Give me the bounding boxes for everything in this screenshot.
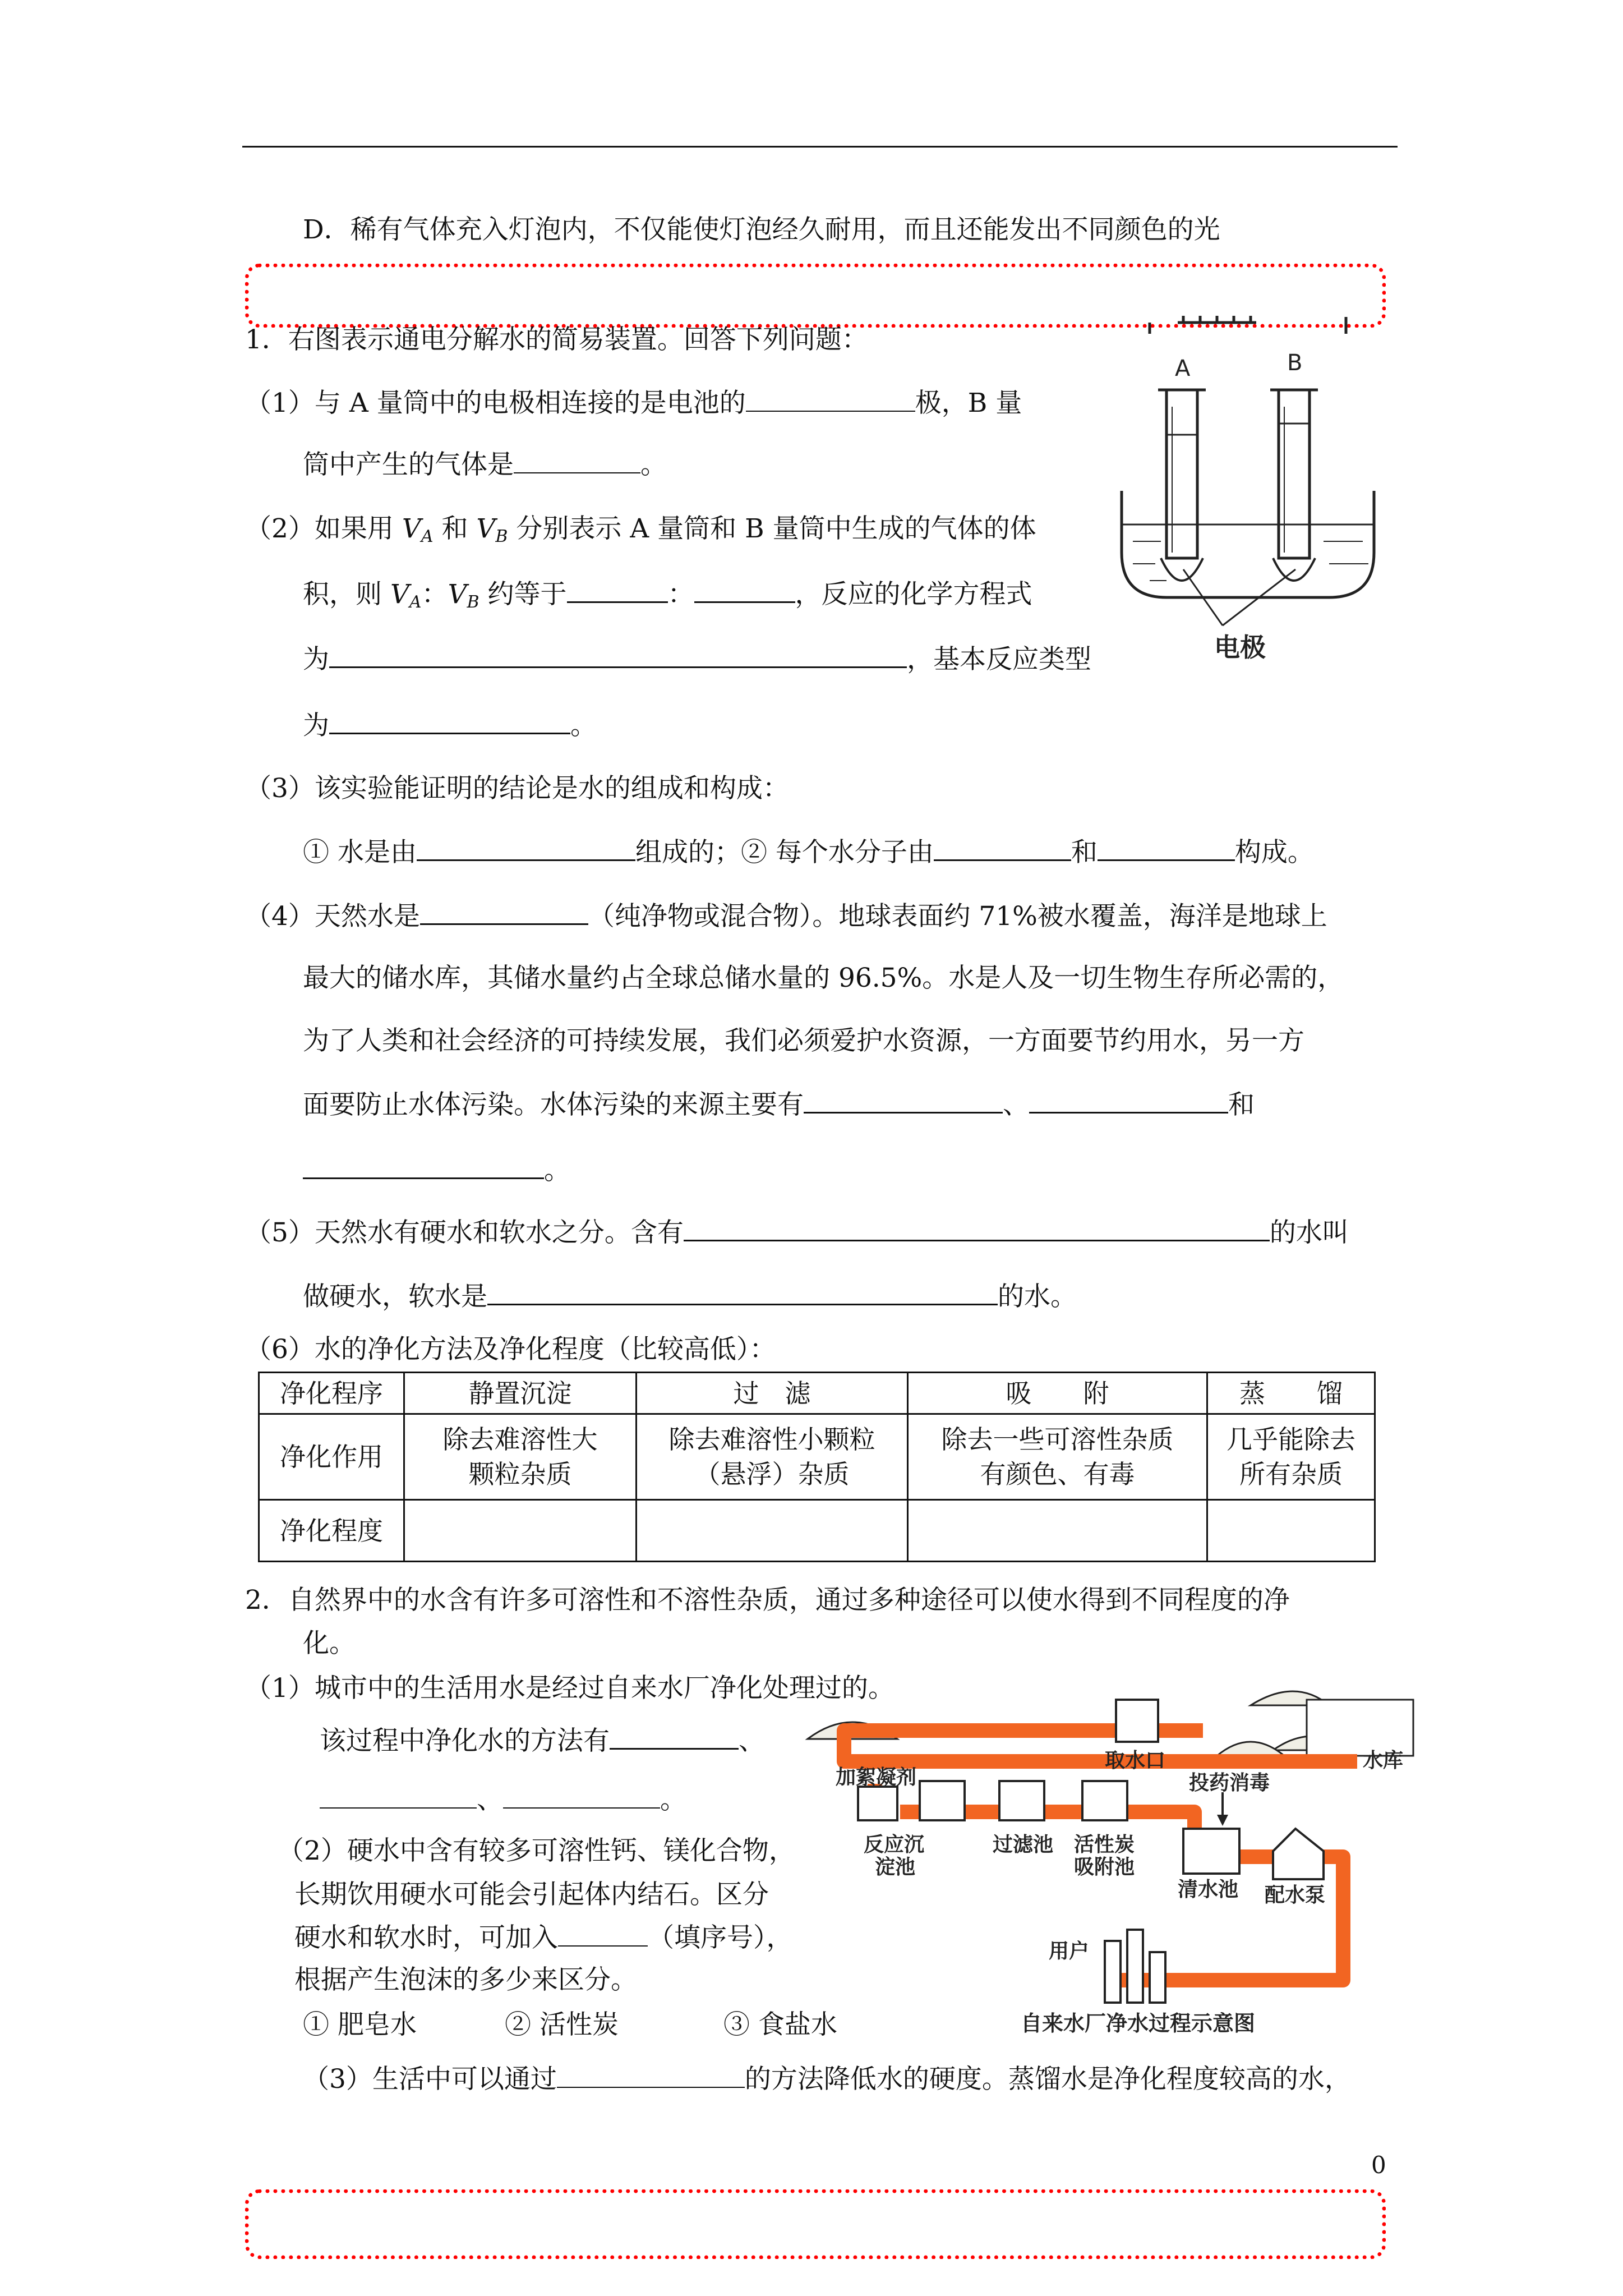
table-header: 蒸 馏 bbox=[1207, 1373, 1375, 1414]
answer-cell-degree-2[interactable] bbox=[637, 1500, 908, 1562]
answer-blank-indicator[interactable] bbox=[558, 1921, 648, 1947]
table-row-effect bbox=[259, 1414, 1375, 1500]
q1-part3-line2: ① 水是由 组成的；② 每个水分子由 和 构成。 bbox=[303, 835, 1314, 869]
intake-label: 取水口 bbox=[1105, 1749, 1166, 1772]
table-row-degree bbox=[259, 1500, 1375, 1562]
q1-part4-line1: （4）天然水是 （纯净物或混合物）。地球表面约 71%被水覆盖，海洋是地球上 bbox=[245, 899, 1327, 933]
table-header: 净化程序 bbox=[259, 1373, 404, 1414]
table-header: 吸 附 bbox=[908, 1373, 1207, 1414]
answer-blank-molecule-1[interactable] bbox=[934, 835, 1071, 861]
row-label-effect: 净化作用 bbox=[259, 1414, 404, 1500]
answer-blank-molecule-2[interactable] bbox=[1098, 835, 1235, 861]
answer-blank-pollution-2[interactable] bbox=[1029, 1087, 1228, 1114]
q1-part2-line2: 积，则 $V_A$：$V_B$ 约等于 ： ，反应的化学方程式 bbox=[303, 577, 1032, 619]
answer-blank-equation[interactable] bbox=[329, 642, 907, 668]
tube-b-label: B bbox=[1287, 350, 1303, 376]
answer-blank-method-3[interactable] bbox=[503, 1783, 660, 1809]
carbon-tank-label-1: 活性炭 bbox=[1074, 1833, 1135, 1856]
table-cell: 除去一些可溶性杂质 有颜色、有毒 bbox=[908, 1414, 1207, 1500]
q1-part1-text-c: 筒中产生的气体是 bbox=[303, 449, 514, 480]
answer-cell-degree-4[interactable] bbox=[1207, 1500, 1375, 1562]
q1-part2-line4: 为 。 bbox=[303, 708, 597, 743]
plant-caption: 自来水厂净水过程示意图 bbox=[1021, 2011, 1256, 2036]
header-rule bbox=[242, 146, 1398, 148]
q1-part1-line1 bbox=[245, 386, 1022, 420]
q2-part1-line1: （1）城市中的生活用水是经过自来水厂净化处理过的。 bbox=[245, 1673, 895, 1704]
pump-label: 配水泵 bbox=[1265, 1884, 1326, 1907]
table-cell: 除去难溶性小颗粒 （悬浮）杂质 bbox=[637, 1414, 908, 1500]
page-number: 0 bbox=[1371, 2151, 1386, 2179]
q1-part4-line2: 最大的储水库，其储水量约占全球总储水量的 96.5%。水是人及一切生物生存所必需的， bbox=[303, 963, 1344, 993]
q2-option-3: ③ 食盐水 bbox=[723, 2009, 837, 2040]
electrode-label: 电极 bbox=[1214, 632, 1266, 662]
q2-part1-line3: 、 。 bbox=[320, 1783, 686, 1817]
user-label: 用户 bbox=[1049, 1940, 1090, 1963]
q2-part2-line2: 长期饮用硬水可能会引起体内结石。区分 bbox=[294, 1879, 769, 1910]
q1-part1-text-a: （1）与 A 量筒中的电极相连接的是电池的 bbox=[245, 388, 746, 418]
table-cell: 几乎能除去 所有杂质 bbox=[1207, 1414, 1375, 1500]
answer-blank-soft-water[interactable] bbox=[487, 1279, 998, 1305]
table-header: 过 滤 bbox=[637, 1373, 908, 1414]
q1-part1-end: 。 bbox=[640, 449, 667, 480]
var-va-2: $V_A$ bbox=[390, 579, 422, 612]
tube-a-label: A bbox=[1175, 356, 1191, 381]
answer-blank-pollution-1[interactable] bbox=[804, 1087, 1003, 1114]
settling-tank-label-1: 反应沉 bbox=[864, 1833, 925, 1856]
q2-part2-line3: 硬水和软水时，可加入 （填序号）， bbox=[294, 1921, 793, 1955]
q1-part6-title: （6）水的净化方法及净化程度（比较高低）： bbox=[245, 1334, 776, 1365]
table-header-row bbox=[259, 1373, 1375, 1414]
option-d-text: D．稀有气体充入灯泡内，不仅能使灯泡经久耐用，而且还能发出不同颜色的光 bbox=[303, 214, 1220, 245]
var-vb-2: $V_B$ bbox=[448, 579, 479, 612]
filter-tank-label: 过滤池 bbox=[993, 1833, 1054, 1856]
answer-blank-method-1[interactable] bbox=[610, 1723, 739, 1750]
q1-part2-text-a: （2）如果用 bbox=[245, 513, 394, 544]
q2-option-1: ① 肥皂水 bbox=[303, 2009, 417, 2040]
answer-blank-ratio-b[interactable] bbox=[694, 577, 795, 603]
q1-part2-text-b: 和 bbox=[441, 513, 468, 544]
answer-blank-natural-water[interactable] bbox=[420, 899, 588, 925]
q2-part2-line1: （2）硬水中含有较多可溶性钙、镁化合物， bbox=[278, 1835, 795, 1866]
settling-tank-label-2: 淀池 bbox=[875, 1856, 916, 1879]
q1-part2-text-e: 约等于 bbox=[487, 579, 567, 610]
answer-blank-electrode[interactable] bbox=[746, 386, 915, 412]
clear-tank-label: 清水池 bbox=[1178, 1878, 1239, 1901]
answer-blank-ratio-a[interactable] bbox=[567, 577, 668, 603]
disinfect-label: 投药消毒 bbox=[1189, 1772, 1270, 1795]
water-plant-figure bbox=[791, 1666, 1430, 2059]
q2-part1-line2: 该过程中净化水的方法有 、 bbox=[320, 1723, 765, 1758]
q1-part4-line3: 为了人类和社会经济的可持续发展，我们必须爱护水资源，一方面要节约用水，另一方 bbox=[303, 1025, 1304, 1056]
electrolysis-apparatus-figure bbox=[1116, 311, 1380, 676]
answer-blank-hard-water[interactable] bbox=[684, 1215, 1270, 1241]
row-label-degree: 净化程度 bbox=[259, 1500, 404, 1562]
q1-part1-line2 bbox=[303, 448, 667, 482]
q1-part4-line4: 面要防止水体污染。水体污染的来源主要有 、 和 bbox=[303, 1087, 1255, 1122]
answer-cell-degree-3[interactable] bbox=[908, 1500, 1207, 1562]
reservoir-label: 水库 bbox=[1363, 1749, 1404, 1772]
q2-part2-line4: 根据产生泡沫的多少来区分。 bbox=[294, 1964, 637, 1995]
q1-stem: 1．右图表示通电分解水的简易装置。回答下列问题： bbox=[245, 324, 868, 355]
q1-part5-line2: 做硬水，软水是 的水。 bbox=[303, 1279, 1077, 1314]
answer-blank-method-2[interactable] bbox=[320, 1783, 477, 1809]
q1-part4-line5: 。 bbox=[303, 1153, 570, 1188]
q2-option-2: ② 活性炭 bbox=[505, 2009, 619, 2040]
answer-cell-degree-1[interactable] bbox=[404, 1500, 637, 1562]
answer-blank-pollution-3[interactable] bbox=[303, 1153, 544, 1179]
carbon-tank-label-2: 吸附池 bbox=[1074, 1856, 1135, 1879]
table-header: 静置沉淀 bbox=[404, 1373, 637, 1414]
q1-part1-text-b: 极，B 量 bbox=[915, 388, 1022, 418]
answer-blank-softening[interactable] bbox=[557, 2062, 745, 2088]
q1-part3-line1: （3）该实验能证明的结论是水的组成和构成： bbox=[245, 773, 789, 804]
q2-stem-line2: 化。 bbox=[303, 1628, 356, 1659]
var-va: $V_A$ bbox=[402, 513, 434, 546]
q2-part3-line1: （3）生活中可以通过 的方法降低水的硬度。蒸馏水是净化程度较高的水， bbox=[303, 2062, 1351, 2096]
var-vb: $V_B$ bbox=[476, 513, 508, 546]
answer-blank-reaction-type[interactable] bbox=[329, 708, 570, 734]
answer-blank-composition[interactable] bbox=[417, 835, 635, 861]
q1-part2-text-c: 分别表示 A 量筒和 B 量筒中生成的气体的体 bbox=[516, 513, 1036, 544]
q2-stem-line1: 2．自然界中的水含有许多可溶性和不溶性杂质，通过多种途径可以使水得到不同程度的净 bbox=[245, 1585, 1290, 1616]
coagulant-label: 加絮凝剂 bbox=[836, 1766, 917, 1789]
annotation-box-bottom bbox=[245, 2189, 1386, 2259]
purification-table bbox=[258, 1372, 1376, 1562]
q1-part2-text-f: ，反应的化学方程式 bbox=[795, 579, 1032, 610]
table-cell: 除去难溶性大 颗粒杂质 bbox=[404, 1414, 637, 1500]
answer-blank-gas-b[interactable] bbox=[514, 448, 640, 473]
q1-part2-line1 bbox=[245, 512, 1036, 554]
q1-part2-text-d: 积，则 bbox=[303, 579, 382, 610]
q1-part5-line1: （5）天然水有硬水和软水之分。含有 的水叫 bbox=[245, 1215, 1349, 1250]
q1-part2-line3: 为 ，基本反应类型 bbox=[303, 642, 1091, 677]
